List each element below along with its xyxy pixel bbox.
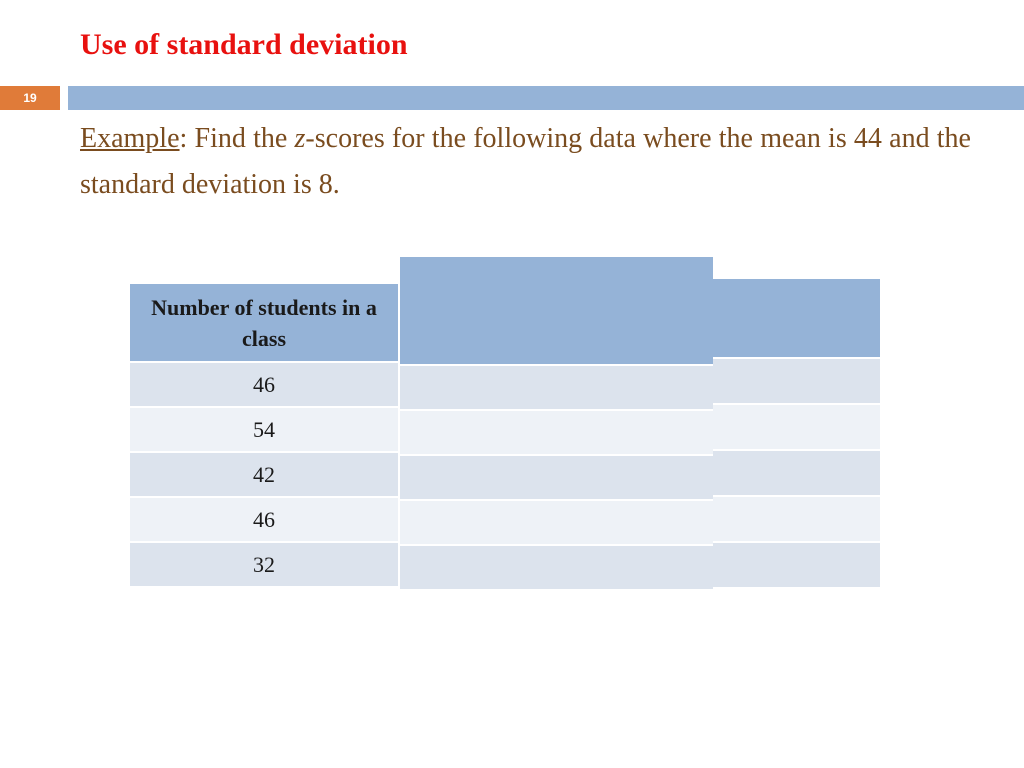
table-cell: 32 — [130, 543, 398, 588]
table-cell — [400, 456, 713, 501]
table-cell — [713, 543, 880, 589]
students-column — [130, 284, 398, 588]
table-cell: 46 — [130, 498, 398, 543]
blank-column-middle — [400, 257, 713, 591]
table-cell — [713, 359, 880, 405]
example-colon: : — [179, 123, 188, 154]
slide-title: Use of standard deviation — [80, 28, 408, 61]
slide-number: 19 — [0, 86, 60, 110]
text-before-z: Find the — [187, 123, 295, 154]
header-bar — [68, 86, 1024, 110]
table-cell — [713, 451, 880, 497]
text-after-z: -scores for the following data where the mean is 44 and the standard deviation is 8. — [80, 123, 971, 200]
blank-column-right — [713, 279, 880, 589]
table-cell: 42 — [130, 453, 398, 498]
table-cell: 54 — [130, 408, 398, 453]
table-cell — [400, 411, 713, 456]
example-text — [80, 116, 971, 208]
table-cell — [400, 546, 713, 591]
example-label: Example — [80, 123, 180, 154]
table-cell — [400, 366, 713, 411]
table-cell — [713, 497, 880, 543]
table-cell — [713, 405, 880, 451]
table-cell — [400, 501, 713, 546]
table-cell: 46 — [130, 363, 398, 408]
table-header-blank — [713, 279, 880, 359]
table-header-blank — [400, 257, 713, 366]
z-variable: z — [294, 123, 306, 154]
table-header-students: Number of students in a class — [130, 284, 398, 363]
